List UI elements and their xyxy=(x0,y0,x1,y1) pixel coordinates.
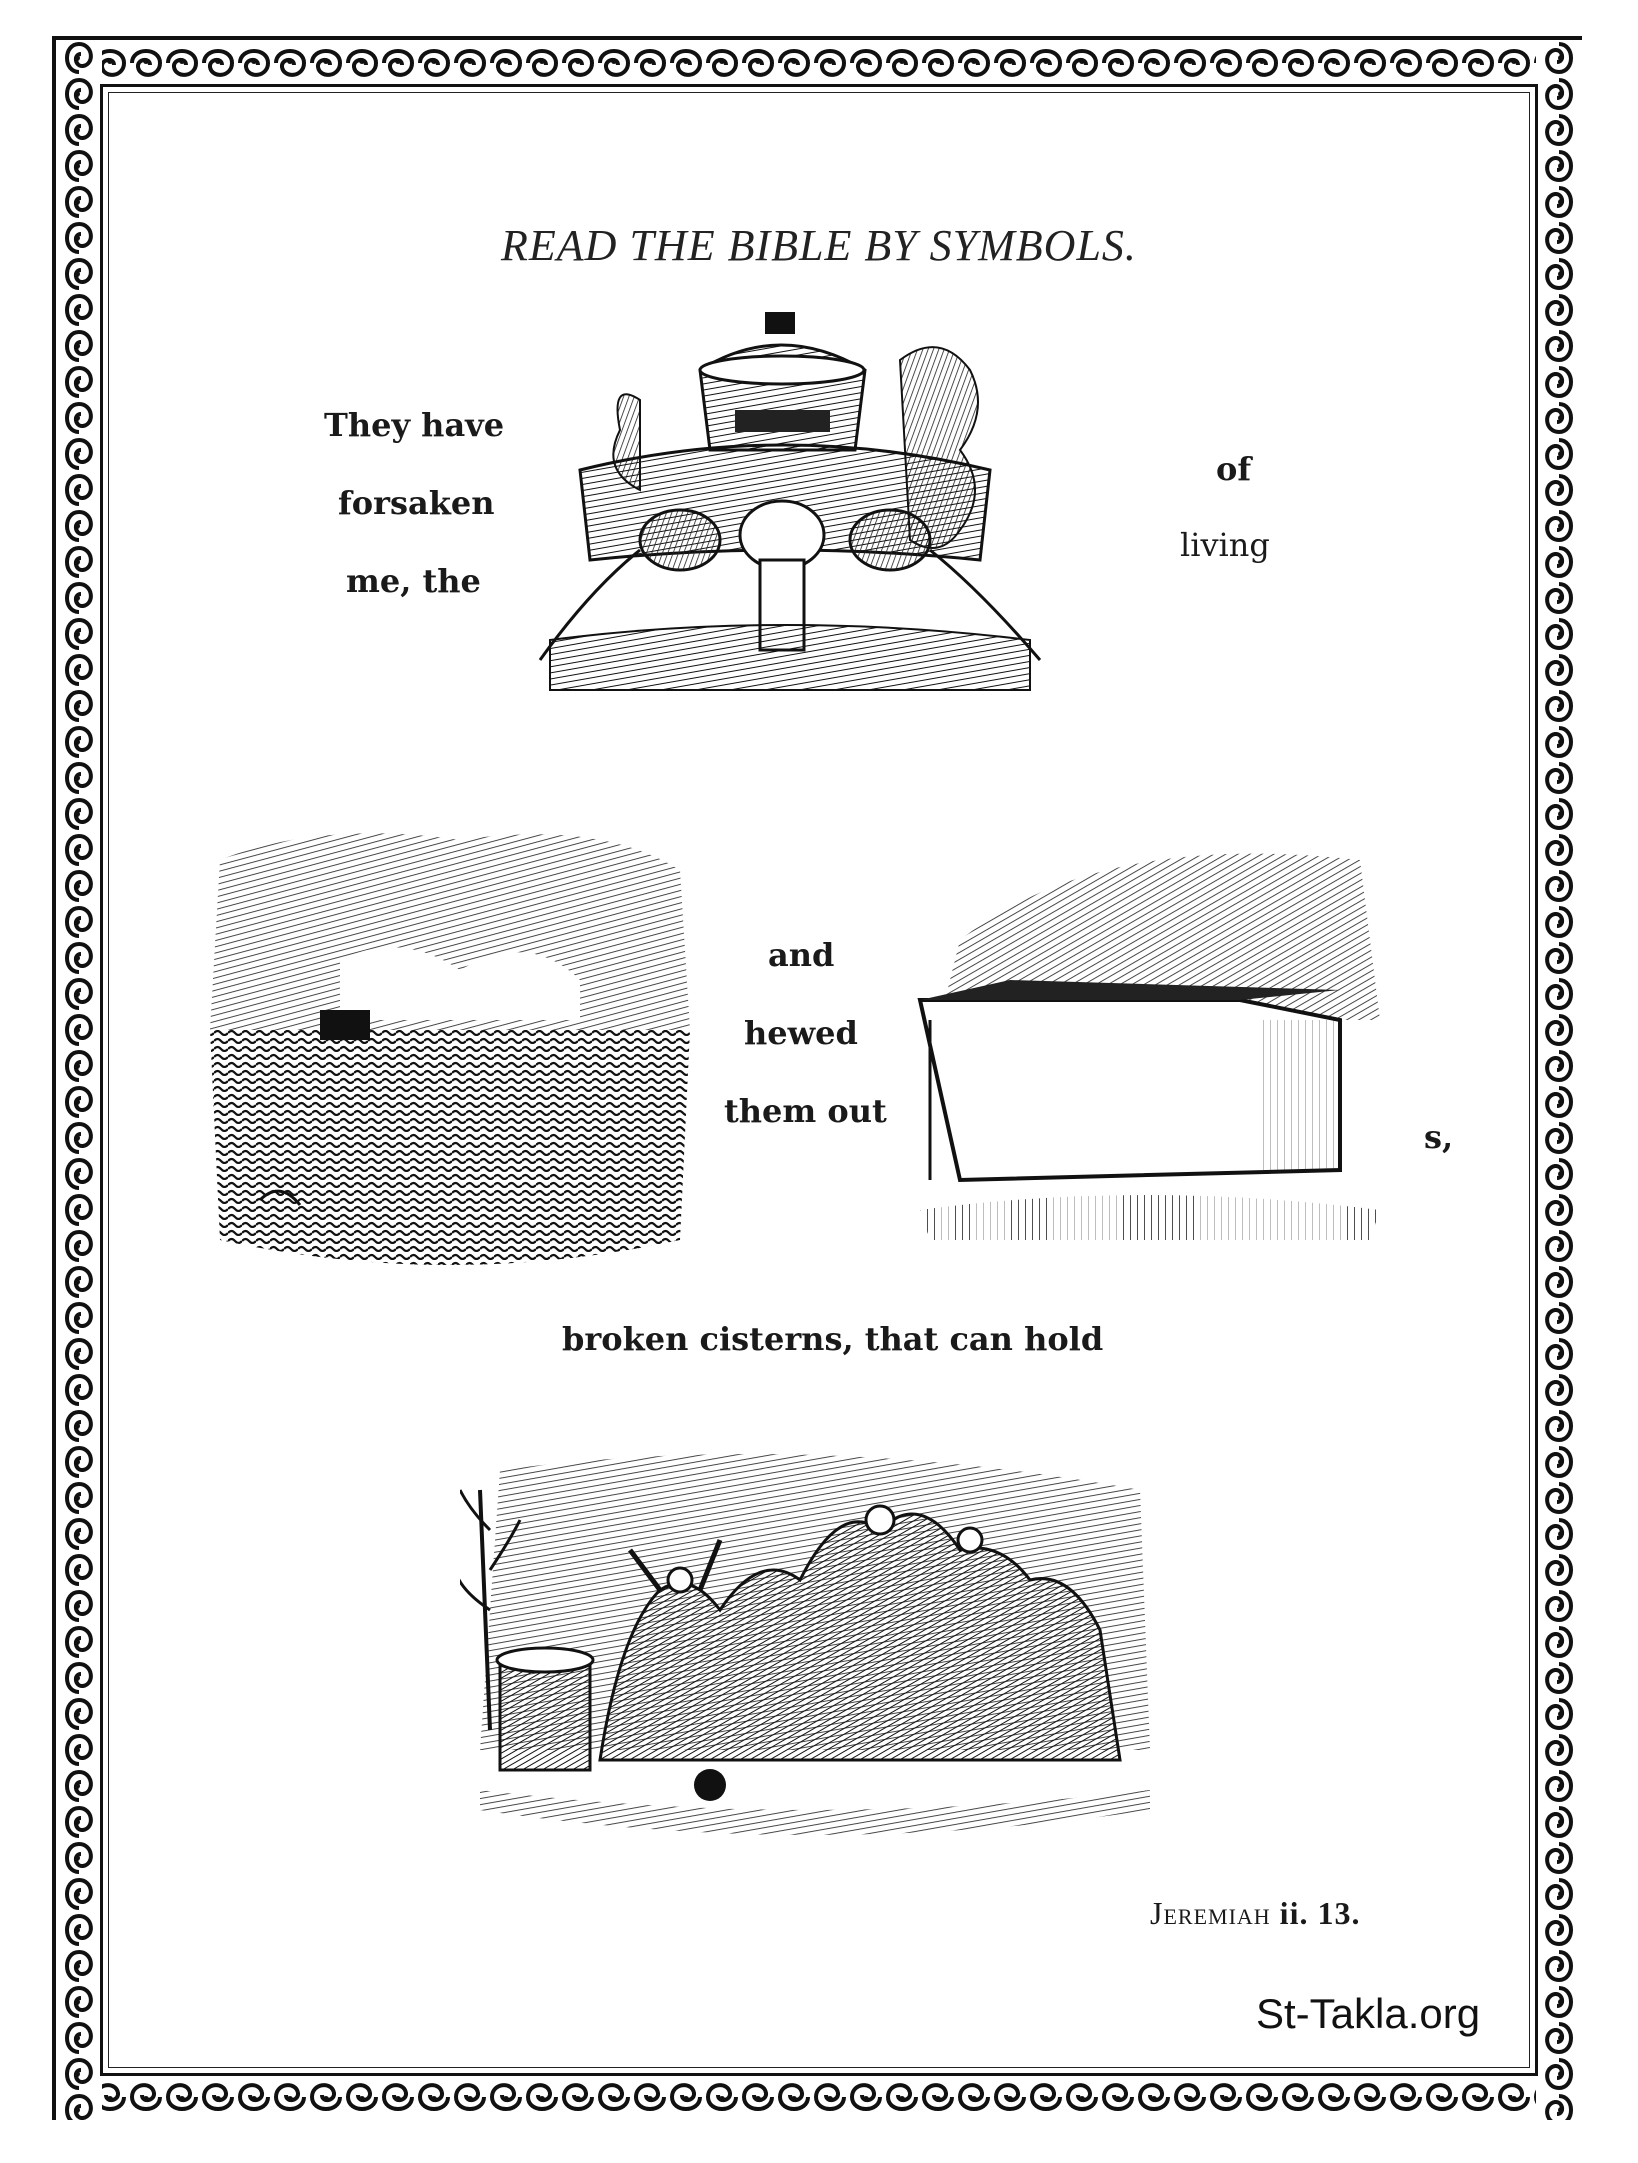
ornament-motif xyxy=(67,2096,91,2120)
ornament-motif xyxy=(67,1880,91,1908)
ornament-motif xyxy=(600,2085,628,2109)
ornament-motif xyxy=(67,1016,91,1044)
ornament-motif xyxy=(1392,2085,1420,2109)
ornament-motif xyxy=(528,2085,556,2109)
ornament-motif xyxy=(1547,1916,1571,1944)
ornament-motif xyxy=(1547,728,1571,756)
ornament-motif xyxy=(67,692,91,720)
ornament-motif xyxy=(1176,51,1204,75)
ornament-motif xyxy=(1547,1448,1571,1476)
ornament-motif xyxy=(1032,51,1060,75)
ornament-motif xyxy=(168,51,196,75)
ornament-motif xyxy=(1547,2096,1571,2120)
ornament-motif xyxy=(1547,1232,1571,1260)
ornament-motif xyxy=(780,2085,808,2109)
ornament-border-left xyxy=(56,40,102,2120)
ornament-motif xyxy=(1547,1844,1571,1872)
ornament-motif xyxy=(1248,2085,1276,2109)
ornament-motif xyxy=(312,51,340,75)
ornament-motif xyxy=(67,476,91,504)
ornament-motif xyxy=(67,548,91,576)
ornament-motif xyxy=(67,404,91,432)
ornament-motif xyxy=(1464,51,1492,75)
ornament-motif xyxy=(672,51,700,75)
ornament-motif xyxy=(492,51,520,75)
ornament-motif xyxy=(816,51,844,75)
reference-book: Jeremiah xyxy=(1150,1895,1271,1931)
ornament-motif xyxy=(240,2085,268,2109)
ornament-motif xyxy=(67,872,91,900)
ornament-motif xyxy=(924,2085,952,2109)
ornament-motif xyxy=(384,51,412,75)
page-title: READ THE BIBLE BY SYMBOLS. xyxy=(501,221,1137,270)
verse-word-living: living xyxy=(1180,526,1270,564)
ornament-motif xyxy=(67,1520,91,1548)
ornament-motif xyxy=(67,1844,91,1872)
ornament-motif xyxy=(1547,1052,1571,1080)
ornament-motif xyxy=(1176,2085,1204,2109)
ornament-motif xyxy=(816,2085,844,2109)
ornament-motif xyxy=(1547,1304,1571,1332)
ornament-motif xyxy=(1392,51,1420,75)
ornament-motif xyxy=(1547,296,1571,324)
ornament-motif xyxy=(1547,1016,1571,1044)
ornament-motif xyxy=(312,2085,340,2109)
ornament-motif xyxy=(1284,51,1312,75)
verse-word-forsaken: forsaken xyxy=(338,484,495,522)
ornament-motif xyxy=(348,2085,376,2109)
ornament-motif xyxy=(1547,440,1571,468)
ornament-motif xyxy=(1547,1772,1571,1800)
ornament-motif xyxy=(67,728,91,756)
ornament-motif xyxy=(1547,1412,1571,1440)
ornament-motif xyxy=(1428,51,1456,75)
ornament-motif xyxy=(67,1196,91,1224)
ornament-motif xyxy=(456,51,484,75)
ornament-motif xyxy=(996,51,1024,75)
ornament-motif xyxy=(1547,1160,1571,1188)
ornament-motif xyxy=(1547,1088,1571,1116)
ornament-motif xyxy=(1284,2085,1312,2109)
ornament-motif xyxy=(67,332,91,360)
ornament-motif xyxy=(67,2060,91,2088)
ornament-motif xyxy=(1547,1556,1571,1584)
verse-word-and: and xyxy=(768,936,835,974)
ornament-motif xyxy=(1547,1808,1571,1836)
ornament-motif xyxy=(1547,1124,1571,1152)
ornament-motif xyxy=(67,2024,91,2052)
ornament-motif xyxy=(1356,51,1384,75)
ornament-motif xyxy=(744,51,772,75)
ornament-motif xyxy=(67,1232,91,1260)
ornament-motif xyxy=(67,1340,91,1368)
ornament-motif xyxy=(528,51,556,75)
ornament-motif xyxy=(67,188,91,216)
ornament-motif xyxy=(1356,2085,1384,2109)
ornament-motif xyxy=(1547,692,1571,720)
ornament-motif xyxy=(1547,1376,1571,1404)
fountain-engraving xyxy=(520,300,1060,700)
ornament-motif xyxy=(67,1916,91,1944)
ornament-motif xyxy=(636,2085,664,2109)
ornament-motif xyxy=(1547,1484,1571,1512)
ornament-motif xyxy=(1547,116,1571,144)
ornament-motif xyxy=(1140,2085,1168,2109)
ornament-motif xyxy=(1547,152,1571,180)
ornament-motif xyxy=(780,51,808,75)
ornament-motif xyxy=(67,944,91,972)
ornament-motif xyxy=(1547,188,1571,216)
verse-line-broken-cisterns: broken cisterns, that can hold xyxy=(562,1320,1104,1358)
ornament-motif xyxy=(67,152,91,180)
ornament-motif xyxy=(1547,944,1571,972)
ornament-motif xyxy=(420,51,448,75)
ornament-motif xyxy=(1547,368,1571,396)
ornament-motif xyxy=(564,51,592,75)
ornament-motif xyxy=(384,2085,412,2109)
ornament-motif xyxy=(132,2085,160,2109)
ornament-motif xyxy=(1104,51,1132,75)
ornament-border-bottom xyxy=(56,2074,1582,2120)
ornament-motif xyxy=(1547,1700,1571,1728)
ornament-motif xyxy=(67,1268,91,1296)
ornament-motif xyxy=(67,620,91,648)
ornament-motif xyxy=(67,1160,91,1188)
ornament-motif xyxy=(744,2085,772,2109)
ornament-motif xyxy=(67,1124,91,1152)
verse-word-suffix-s: s, xyxy=(1424,1118,1454,1156)
ornament-motif xyxy=(708,2085,736,2109)
ornament-motif xyxy=(348,51,376,75)
ornament-motif xyxy=(132,51,160,75)
ornament-motif xyxy=(67,1556,91,1584)
ornament-motif xyxy=(1212,2085,1240,2109)
ornament-motif xyxy=(1547,1736,1571,1764)
ornament-motif xyxy=(1547,1952,1571,1980)
ornament-border-top xyxy=(56,40,1582,86)
ornament-motif xyxy=(1428,2085,1456,2109)
ornament-motif xyxy=(564,2085,592,2109)
ornament-motif xyxy=(1547,2060,1571,2088)
ornament-motif xyxy=(276,51,304,75)
ornament-motif xyxy=(67,1772,91,1800)
ornament-motif xyxy=(852,2085,880,2109)
ornament-motif xyxy=(67,80,91,108)
scripture-reference xyxy=(1150,1895,1360,1932)
ornament-motif xyxy=(852,51,880,75)
ornament-motif xyxy=(67,800,91,828)
ornament-motif xyxy=(960,51,988,75)
ornament-motif xyxy=(67,1736,91,1764)
ornament-motif xyxy=(924,51,952,75)
ornament-motif xyxy=(1547,44,1571,72)
verse-word-hewed: hewed xyxy=(744,1014,858,1052)
ornament-motif xyxy=(888,2085,916,2109)
ornament-motif xyxy=(1320,2085,1348,2109)
ornament-motif xyxy=(67,1412,91,1440)
watermark-text: St-Takla.org xyxy=(1256,1990,1481,2037)
verse-word-they-have: They have xyxy=(324,406,505,444)
ornament-motif xyxy=(672,2085,700,2109)
ornament-motif xyxy=(600,51,628,75)
ornament-motif xyxy=(1032,2085,1060,2109)
ornament-motif xyxy=(1547,836,1571,864)
ornament-motif xyxy=(1547,620,1571,648)
ornament-motif xyxy=(888,51,916,75)
ornament-motif xyxy=(492,2085,520,2109)
well-scene-engraving xyxy=(460,1430,1160,1870)
ornament-motif xyxy=(204,51,232,75)
ornament-motif xyxy=(67,296,91,324)
ornament-motif xyxy=(67,1808,91,1836)
verse-word-of: of xyxy=(1216,450,1252,488)
ornament-motif xyxy=(1547,548,1571,576)
ornament-motif xyxy=(960,2085,988,2109)
ornament-motif xyxy=(67,908,91,936)
ornament-motif xyxy=(67,1664,91,1692)
ornament-motif xyxy=(67,1700,91,1728)
ornament-motif xyxy=(1547,872,1571,900)
ornament-motif xyxy=(67,1052,91,1080)
ornament-motif xyxy=(1068,2085,1096,2109)
ornament-motif xyxy=(1547,80,1571,108)
verse-word-them-out: them out xyxy=(724,1092,887,1130)
ornament-motif xyxy=(204,2085,232,2109)
ornament-motif xyxy=(276,2085,304,2109)
ornament-motif xyxy=(1547,1196,1571,1224)
ornament-motif xyxy=(1547,404,1571,432)
ornament-motif xyxy=(67,512,91,540)
ornament-motif xyxy=(67,440,91,468)
ornament-motif xyxy=(996,2085,1024,2109)
ornament-motif xyxy=(1068,51,1096,75)
ornament-motif xyxy=(1547,476,1571,504)
ornament-motif xyxy=(67,1448,91,1476)
ornament-motif xyxy=(636,51,664,75)
ornament-motif xyxy=(1212,51,1240,75)
ornament-motif xyxy=(67,1376,91,1404)
ornament-motif xyxy=(1320,51,1348,75)
ornament-motif xyxy=(67,764,91,792)
ornament-motif xyxy=(67,1304,91,1332)
ornament-motif xyxy=(67,1952,91,1980)
ornament-motif xyxy=(1547,1628,1571,1656)
ornament-motif xyxy=(67,584,91,612)
waters-engraving xyxy=(200,820,700,1280)
ornament-motif xyxy=(1547,800,1571,828)
ornament-motif xyxy=(67,656,91,684)
ornament-motif xyxy=(67,1988,91,2016)
ornament-motif xyxy=(1547,332,1571,360)
ornament-motif xyxy=(1547,584,1571,612)
ornament-motif xyxy=(1547,1592,1571,1620)
ornament-motif xyxy=(708,51,736,75)
ornament-motif xyxy=(67,1484,91,1512)
ornament-motif xyxy=(1547,1664,1571,1692)
ornament-motif xyxy=(1547,512,1571,540)
ornament-motif xyxy=(67,44,91,72)
ornament-motif xyxy=(1140,51,1168,75)
ornament-motif xyxy=(67,836,91,864)
ornament-motif xyxy=(1547,1340,1571,1368)
ornament-motif xyxy=(1547,1880,1571,1908)
ornament-motif xyxy=(67,1628,91,1656)
ornament-motif xyxy=(67,368,91,396)
ornament-motif xyxy=(240,51,268,75)
ornament-motif xyxy=(1547,656,1571,684)
ornament-motif xyxy=(1500,2085,1528,2109)
verse-word-me-the: me, the xyxy=(346,562,481,600)
ornament-motif xyxy=(1547,1268,1571,1296)
reference-chapter-verse: ii. 13. xyxy=(1279,1895,1361,1931)
ornament-motif xyxy=(1547,980,1571,1008)
ornament-motif xyxy=(420,2085,448,2109)
ornament-motif xyxy=(1547,908,1571,936)
ornament-border-right xyxy=(1536,40,1582,2120)
ornament-motif xyxy=(456,2085,484,2109)
ornament-motif xyxy=(67,1088,91,1116)
ornament-motif xyxy=(168,2085,196,2109)
ornament-motif xyxy=(67,1592,91,1620)
ornament-motif xyxy=(1547,2024,1571,2052)
cistern-engraving xyxy=(900,820,1420,1260)
ornament-motif xyxy=(1500,51,1528,75)
ornament-motif xyxy=(1464,2085,1492,2109)
ornament-motif xyxy=(1547,1988,1571,2016)
ornament-motif xyxy=(1248,51,1276,75)
ornament-motif xyxy=(67,980,91,1008)
ornament-motif xyxy=(1547,1520,1571,1548)
ornament-motif xyxy=(1104,2085,1132,2109)
ornament-motif xyxy=(1547,764,1571,792)
ornament-motif xyxy=(67,116,91,144)
